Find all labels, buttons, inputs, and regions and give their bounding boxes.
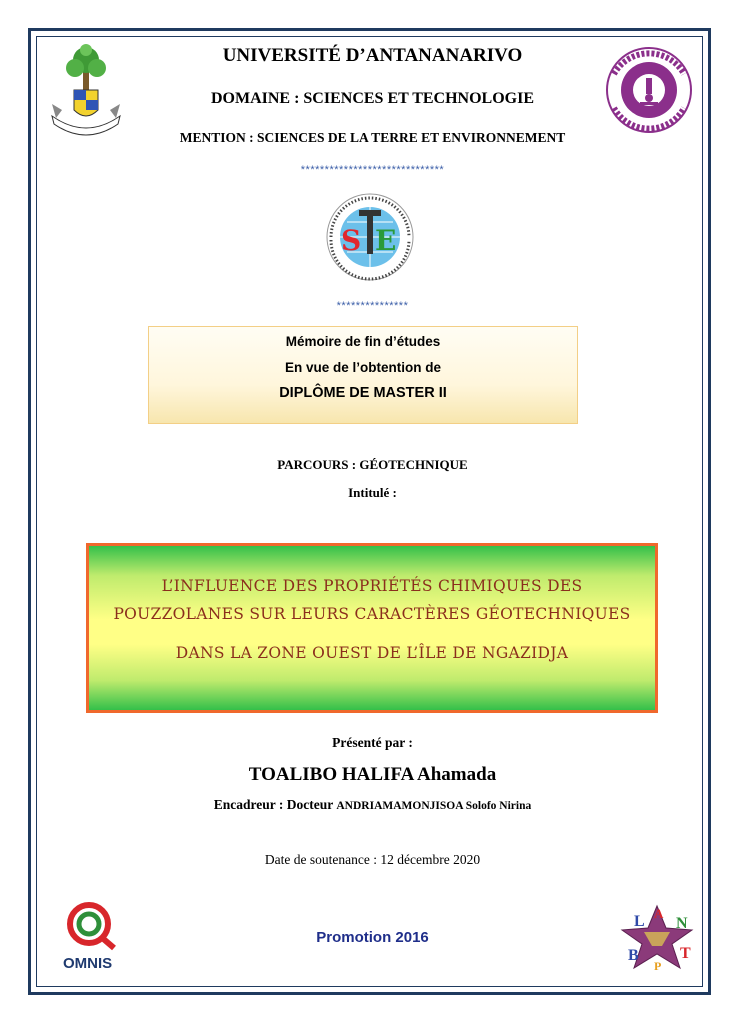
- lanbpt-letter-t: T: [680, 945, 691, 962]
- promotion-label: Promotion 2016: [316, 929, 429, 946]
- svg-text:E: E: [375, 224, 397, 257]
- omnis-logo: [60, 900, 118, 972]
- separator-stars-short: ***************: [336, 300, 409, 312]
- thesis-title-line-2: POUZZOLANES SUR LEURS CARACTÈRES GÉOTECHNIQUES: [113, 605, 631, 623]
- supervisor-given-names: Solofo Nirina: [462, 800, 532, 812]
- intitule-label: Intitulé :: [348, 485, 397, 500]
- thesis-title-box: [86, 543, 658, 713]
- omnis-wordmark: OMNIS: [63, 955, 113, 972]
- defense-date: Date de soutenance : 12 décembre 2020: [264, 852, 481, 867]
- diploma-line: DIPLÔME DE MASTER II: [279, 385, 447, 401]
- supervisor-surname: ANDRIAMAMONJISOA: [336, 800, 463, 812]
- supervisor-label: Encadreur : Docteur: [213, 797, 337, 812]
- lanbpt-letter-b: B: [628, 947, 639, 964]
- author-name: TOALIBO HALIFA Ahamada: [248, 764, 497, 785]
- lanbpt-letter-a: A: [654, 906, 664, 921]
- separator-stars-long: ******************************: [300, 164, 445, 176]
- lanbpt-letter-p: P: [654, 959, 662, 972]
- lanbpt-logo: [614, 902, 700, 972]
- presented-by-label: Présenté par :: [332, 735, 413, 750]
- parcours-line: PARCOURS : GÉOTECHNIQUE: [277, 457, 468, 472]
- supervisor-line: [0, 797, 745, 813]
- lanbpt-letter-l: L: [634, 913, 645, 930]
- domain-line: DOMAINE : SCIENCES ET TECHNOLOGIE: [210, 90, 535, 107]
- svg-text:S: S: [341, 224, 362, 257]
- memoire-line-1: Mémoire de fin d’études: [285, 334, 441, 349]
- memoire-box: [148, 326, 578, 424]
- thesis-title-line-1: L’INFLUENCE DES PROPRIÉTÉS CHIMIQUES DES: [161, 577, 583, 595]
- ste-emblem-logo: [325, 192, 415, 282]
- mention-line: MENTION : SCIENCES DE LA TERRE ET ENVIRONNEMENT: [179, 130, 566, 145]
- university-name: UNIVERSITÉ D’ANTANANARIVO: [222, 45, 523, 66]
- page-frame-inner: [36, 36, 703, 987]
- thesis-title-line-3: DANS LA ZONE OUEST DE L’ÎLE DE NGAZIDJA: [175, 644, 569, 662]
- lanbpt-letter-n: N: [676, 915, 688, 932]
- memoire-line-2: En vue de l’obtention de: [284, 360, 441, 375]
